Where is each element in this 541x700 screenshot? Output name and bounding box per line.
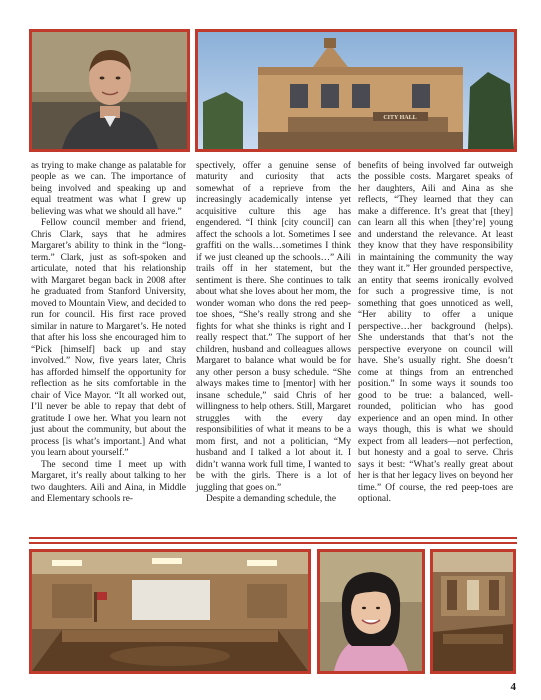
- building-sign: CITY HALL: [383, 115, 417, 121]
- city-hall-photo: [195, 29, 517, 152]
- paragraph: as trying to make change as palatable for people as we can. The importance of being involved and speaking up and equal treatment was what I grew up believing was what we should all have.”: [31, 161, 186, 217]
- paragraph: The second time I meet up with Margaret, it’s really about talking to her two daughters. Aili and Aina, in Middle and Elementary schools re-: [31, 459, 186, 505]
- council-chamber-photo: [29, 549, 311, 674]
- paragraph: Fellow council member and friend, Chris Clark, says that he admires Margaret’s ability to think in the “long-term.” Clark, just as soft-spoken and articulate, noted that his relationship with Margaret began back in 2008 after he graduated from Stanford University, moved to Mountain View, and decided to run for council. His first race proved similar in nature to Margaret’s. He noted that after his loss she encouraged him to “Pick [himself] back up and stay involved.” Now, five years later, Chris has afforded himself the opportunity for reflection as he sits comfortable in the chair of Vice Mayor. “It all worked out, I’ll never be able to repay that debt of gratitude I owe her. What you learn not just about the community, but about the process [is what’s important.] And what you learn about yourself.”: [31, 218, 186, 459]
- page-number: 4: [510, 681, 516, 693]
- paragraph: spectively, offer a genuine sense of maturity and curiosity that acts somewhat of a reprieve from the increasingly academically intense yet acquisitive culture this age has engendered. “I think [city council] can affect the schools a lot. Sometimes I see graffiti on the walls…sometimes I think if we just cleaned up the schools…” Aili trails off in her statement, but the sentiment is there. She continues to talk about what she loves about her mom, the wonder woman who dons the red peep-toe shoes, “She’s really strong and she fights for what she thinks is right and I really respect that.” The support of her children, husband and colleagues allows Margaret to balance what would be for any other person a busy schedule. “She always makes time to [mentor] with her insane schedule,” said Chris of her willingness to help others. Still, Margaret struggles with the every day responsibilities of what it means to be a mom first, and not a politician, “My husband and I talked a lot about it. I didn’t wanna work full time, I wanted to be with the girls. There is a lot of juggling that goes on.”: [196, 161, 351, 493]
- interior-photo: [430, 549, 516, 674]
- article-column-1: [31, 161, 186, 506]
- article-column-3: [358, 161, 513, 506]
- daughter-photo: [317, 549, 425, 674]
- divider: [29, 542, 517, 544]
- paragraph: Despite a demanding schedule, the: [206, 494, 336, 505]
- portrait-photo: [29, 29, 190, 152]
- paragraph: benefits of being involved far outweigh the possible costs. Margaret speaks of her daughters, Aili and Aina as she reflects, “They learned that they can make a difference. It’s great that [they] can learn all this when [they’re] young and understand the relevance. At least they know that they have responsibility in maintaining the community the way they want it.” Her grounded perspective, an entity that seems ironically evolved for such a progressive time, is not something that goes unnoticed as well, “Her ability to offer a unique perspective…her background (helps). She understands that that’s not the perspective everyone on council will have. She’s usually right. She doesn’t come at things from an entrenched position.” In some ways it sounds too good to be true: a balanced, well-rounded, politician who has good experience and an open mind. In other ways though, this is what we should expect from all leaders—not perfection, but honesty and a goal to serve. Chris says it best: “What’s really great about her is that her legacy lives on beyond her time.” Of course, the red peep-toes are optional.: [358, 161, 513, 505]
- divider: [29, 537, 517, 539]
- article-column-2: [196, 161, 351, 506]
